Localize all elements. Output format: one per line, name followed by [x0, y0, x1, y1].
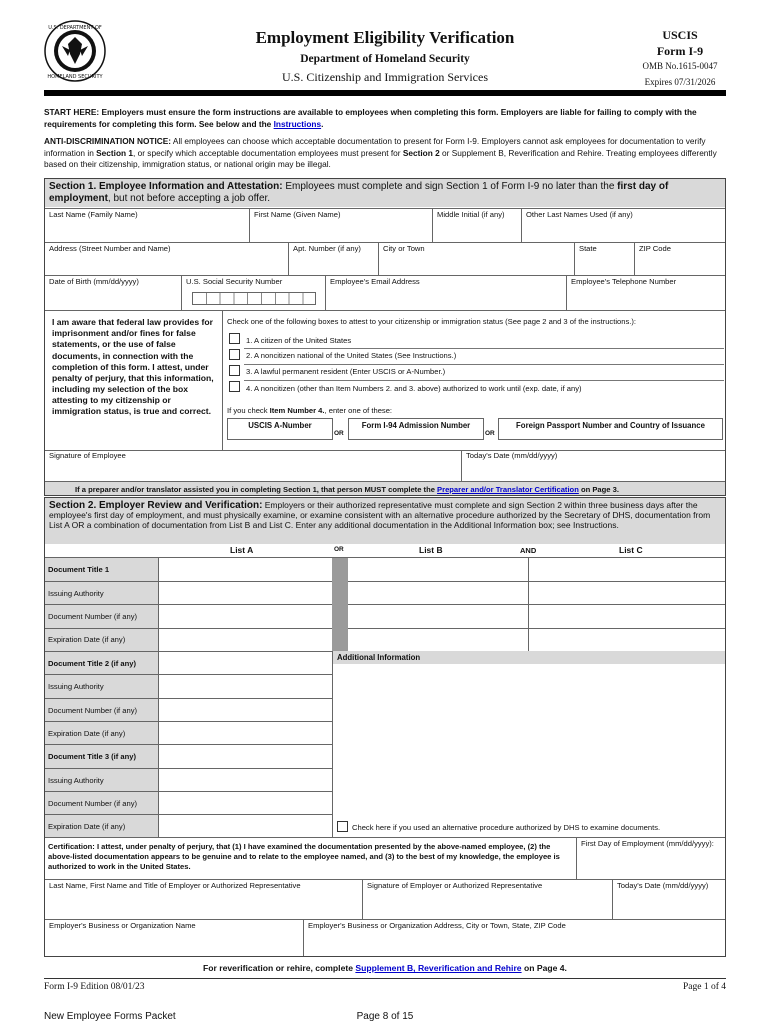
row-rule: [45, 744, 332, 745]
first-name-field[interactable]: [249, 208, 432, 242]
employee-signature-label: Signature of Employee: [49, 451, 126, 460]
preparer-note-a: If a preparer and/or translator assisted you in completing Section 1, that person MUST complete the: [75, 485, 438, 494]
supplement-b-link[interactable]: Supplement B, Reverification and Rehire: [355, 963, 522, 973]
item4-note-c: , enter one of these:: [324, 406, 393, 415]
ssn-label: U.S. Social Security Number: [186, 277, 283, 286]
email-field[interactable]: [325, 275, 566, 310]
row-rule: [45, 814, 332, 815]
row-rule: [45, 581, 332, 582]
doc-row-label: Issuing Authority: [48, 776, 104, 785]
or-label-2: OR: [485, 430, 495, 437]
start-text: START HERE: Employers must ensure the form instructions are available to employees when completing this form. Employers are liable for failing to comply with the requirements for completing this form. See below and the: [44, 107, 697, 129]
first-day-field[interactable]: [576, 837, 725, 879]
passport-field[interactable]: [498, 418, 723, 440]
employer-signature-field[interactable]: [362, 879, 612, 919]
list-a-heading: List A: [230, 545, 254, 555]
employer-date-field[interactable]: [612, 879, 725, 919]
anti-section1: Section 1: [96, 147, 134, 158]
alt-procedure-label: Check here if you used an alternative procedure authorized by DHS to examine documents.: [352, 823, 661, 832]
or-heading: OR: [334, 546, 344, 553]
option-citizen: 1. A citizen of the United States: [244, 336, 724, 349]
page-of: Page 1 of 4: [682, 982, 726, 992]
i94-field[interactable]: [348, 418, 484, 440]
employee-signature-field[interactable]: [45, 450, 461, 481]
business-name-field[interactable]: [45, 919, 303, 956]
i94-label: Form I-94 Admission Number: [361, 421, 471, 430]
ssn-boxes[interactable]: [192, 292, 316, 305]
first-day-label: First Day of Employment (mm/dd/yyyy):: [581, 839, 714, 848]
uscis-a-number-label: USCIS A-Number: [248, 421, 312, 430]
apt-label: Apt. Number (if any): [293, 244, 361, 253]
doc-row-label: Document Number (if any): [48, 799, 138, 808]
middle-initial-field[interactable]: [432, 208, 521, 242]
uscis-label: USCIS: [662, 28, 698, 42]
dept-name: Department of Homeland Security: [300, 53, 470, 65]
address-field[interactable]: [45, 242, 288, 275]
row-rule: [348, 604, 725, 605]
employee-date-field[interactable]: [461, 450, 725, 481]
anti-title: ANTI-DISCRIMINATION NOTICE:: [44, 136, 172, 146]
state-field[interactable]: [574, 242, 634, 275]
preparer-note-b: on Page 3.: [578, 485, 619, 494]
row-rule: [45, 721, 332, 722]
item4-note-a: If you check: [227, 406, 270, 415]
email-label: Employee's Email Address: [330, 277, 420, 286]
packet-page: Page 8 of 15: [356, 1011, 414, 1022]
row-rule: [45, 768, 332, 769]
dob-label: Date of Birth (mm/dd/yyyy): [49, 277, 139, 286]
preparer-note: [45, 481, 725, 495]
reverification-note-a: For reverification or rehire, complete: [203, 963, 356, 973]
reverification-note: [44, 963, 726, 973]
list-a-right-rule: [332, 652, 333, 838]
omb-number: OMB No.1615-0047: [642, 61, 718, 71]
form-edition: Form I-9 Edition 08/01/23: [44, 982, 145, 992]
employer-signature-label: Signature of Employer or Authorized Representative: [367, 881, 543, 890]
other-names-field[interactable]: [521, 208, 725, 242]
business-name-label: Employer's Business or Organization Name: [49, 921, 196, 930]
attestation-column-rule: [222, 311, 223, 450]
city-label: City or Town: [383, 244, 425, 253]
reverification-note-b: on Page 4.: [521, 963, 567, 973]
attestation-divider: [45, 310, 725, 311]
section1-title-rest: Employees must complete and sign Section 1 of Form I-9 no later than the: [282, 181, 618, 192]
anti-section2: Section 2: [402, 147, 440, 158]
doc-row-label: Expiration Date (if any): [48, 729, 126, 738]
employee-date-label: Today's Date (mm/dd/yyyy): [466, 451, 558, 460]
row-rule: [45, 604, 332, 605]
last-name-label: Last Name (Family Name): [49, 210, 138, 219]
doc-row-label: Document Title 2 (if any): [48, 659, 137, 668]
anti-text-2: , or specify which acceptable documentation employees must present for: [133, 147, 403, 158]
start-here: START HERE: Employers must ensure the form instructions are available to employees when completing this form. Employers are liable for failing to comply with the requirements for completing this form. See below and the Instructions.: [44, 107, 697, 129]
section1-title: Section 1. Employee Information and Attestation:: [49, 181, 283, 192]
doc-row-label: Expiration Date (if any): [48, 635, 126, 644]
first-name-label: First Name (Given Name): [254, 210, 341, 219]
doc-row-label: Document Title 3 (if any): [48, 752, 137, 761]
address-label: Address (Street Number and Name): [49, 244, 171, 253]
option-noncitizen-authorized: 4. A noncitizen (other than Item Numbers 2. and 3. above) authorized to work until (exp. date, if any): [246, 384, 582, 393]
employer-date-label: Today's Date (mm/dd/yyyy): [617, 881, 709, 890]
doc-row-label: Document Number (if any): [48, 706, 138, 715]
section2-body: Employers or their authorized representative must complete and sign Section 2 within three business days after the employee's first day of employment, and must physically examine, or examine consistent with an alternative procedure authorized by the Secretary of DHS, documentation from List A OR a combination of documentation from List B and List C. Enter any additional documentation in the Additional Information box; see Instructions.: [49, 500, 711, 530]
doc-row-label: Issuing Authority: [48, 682, 104, 691]
dhs-seal-logo: [44, 20, 106, 82]
noncitizen-authorized-checkbox[interactable]: [229, 381, 240, 392]
phone-label: Employee's Telephone Number: [571, 277, 677, 286]
svg-text:HOMELAND SECURITY: HOMELAND SECURITY: [47, 74, 103, 80]
doc-row-label: Document Number (if any): [48, 612, 138, 621]
section1-first-day: first day of employment: [49, 181, 669, 204]
section1-header: [45, 179, 725, 207]
section2-title: Section 2. Employer Review and Verification:: [49, 500, 263, 511]
business-address-label: Employer's Business or Organization Address, City or Town, State, ZIP Code: [308, 921, 566, 930]
list-b-heading: List B: [419, 545, 443, 555]
section1-title-end: , but not before accepting a job offer.: [107, 193, 271, 204]
or-separator: [332, 558, 348, 652]
uscis-a-number-field[interactable]: [227, 418, 333, 440]
zip-field[interactable]: [634, 242, 725, 275]
doc-row-label: Issuing Authority: [48, 589, 104, 598]
zip-label: ZIP Code: [639, 244, 671, 253]
row-rule: [45, 674, 332, 675]
employer-name-label: Last Name, First Name and Title of Employer or Authorized Representative: [49, 881, 301, 890]
last-name-field[interactable]: [45, 208, 249, 242]
permanent-resident-checkbox[interactable]: [229, 365, 240, 376]
additional-info-box[interactable]: [332, 651, 725, 838]
expiration: Expires 07/31/2026: [644, 77, 716, 87]
item4-note: [227, 406, 392, 415]
anti-discrimination: [44, 136, 726, 171]
row-rule: [45, 791, 332, 792]
passport-label: Foreign Passport Number and Country of Issuance: [516, 421, 705, 430]
dob-field[interactable]: [45, 275, 181, 310]
form-title: Employment Eligibility Verification: [255, 28, 515, 47]
middle-initial-label: Middle Initial (if any): [437, 210, 505, 219]
list-c-heading: List C: [619, 545, 643, 555]
instructions-link[interactable]: Instructions: [273, 118, 322, 129]
other-names-label: Other Last Names Used (if any): [526, 210, 633, 219]
option-permanent-resident: 3. A lawful permanent resident (Enter USCIS or A-Number.): [244, 367, 724, 381]
preparer-link[interactable]: Preparer and/or Translator Certification: [437, 485, 579, 494]
ssn-field[interactable]: [181, 275, 325, 310]
citizen-checkbox[interactable]: [229, 333, 240, 344]
svg-text:U.S. DEPARTMENT OF: U.S. DEPARTMENT OF: [48, 25, 102, 31]
check-intro: Check one of the following boxes to attest to your citizenship or immigration status (See page 2 and 3 of the instructions.):: [227, 317, 637, 326]
or-label-1: OR: [334, 430, 344, 437]
header-rule: [44, 90, 726, 96]
agency-name: U.S. Citizenship and Immigration Services: [282, 70, 488, 84]
doc-grid: [45, 557, 725, 837]
row-rule: [348, 581, 725, 582]
form-number: Form I-9: [656, 44, 704, 58]
item4-note-b: Item Number 4.: [269, 406, 325, 415]
row-rule: [45, 628, 332, 629]
packet-title: New Employee Forms Packet: [44, 1011, 176, 1022]
city-field[interactable]: [378, 242, 574, 275]
row-rule: [45, 698, 332, 699]
section2-header: [45, 498, 725, 544]
business-address-field[interactable]: [303, 919, 725, 956]
anti-text-1: All employees can choose which acceptable documentation to present for Form I-9. Employers cannot ask employees for documentation to verify information in: [44, 136, 706, 158]
option-noncitizen-national: 2. A noncitizen national of the United States (See Instructions.): [244, 351, 724, 365]
row-rule: [348, 628, 725, 629]
and-heading: AND: [520, 546, 537, 555]
doc-row-label: Document Title 1: [48, 565, 110, 574]
state-label: State: [579, 244, 597, 253]
list-b-column-rule: [528, 558, 529, 652]
anti-text-3: or Supplement B, Reverification and Rehire. Treating employees differently based on their citizenship, immigration status, or national origin may be illegal.: [44, 147, 717, 170]
perjury-statement: I am aware that federal law provides for imprisonment and/or fines for false statements, or the use of false documents, in connection with the completion of this form. I attest, under penalty of perjury, that this information, including my selection of the box attesting to my citizenship or immigration status, is true and correct.: [52, 317, 214, 417]
certification-text: Certification: I attest, under penalty of perjury, that (1) I have examined the documentation presented by the above-named employee, (2) the above-listed documentation appears to be genuine and to relate to the employee named, and (3) to the best of my knowledge, the employee is authorized to work in the United States.: [48, 842, 560, 872]
additional-info-label: Additional Information: [333, 651, 725, 664]
doc-row-label: Expiration Date (if any): [48, 822, 126, 831]
noncitizen-national-checkbox[interactable]: [229, 349, 240, 360]
footer-rule: [44, 978, 726, 979]
phone-field[interactable]: [566, 275, 725, 310]
alt-procedure-checkbox[interactable]: [337, 821, 348, 832]
apt-field[interactable]: [288, 242, 378, 275]
employer-name-field[interactable]: [45, 879, 362, 919]
